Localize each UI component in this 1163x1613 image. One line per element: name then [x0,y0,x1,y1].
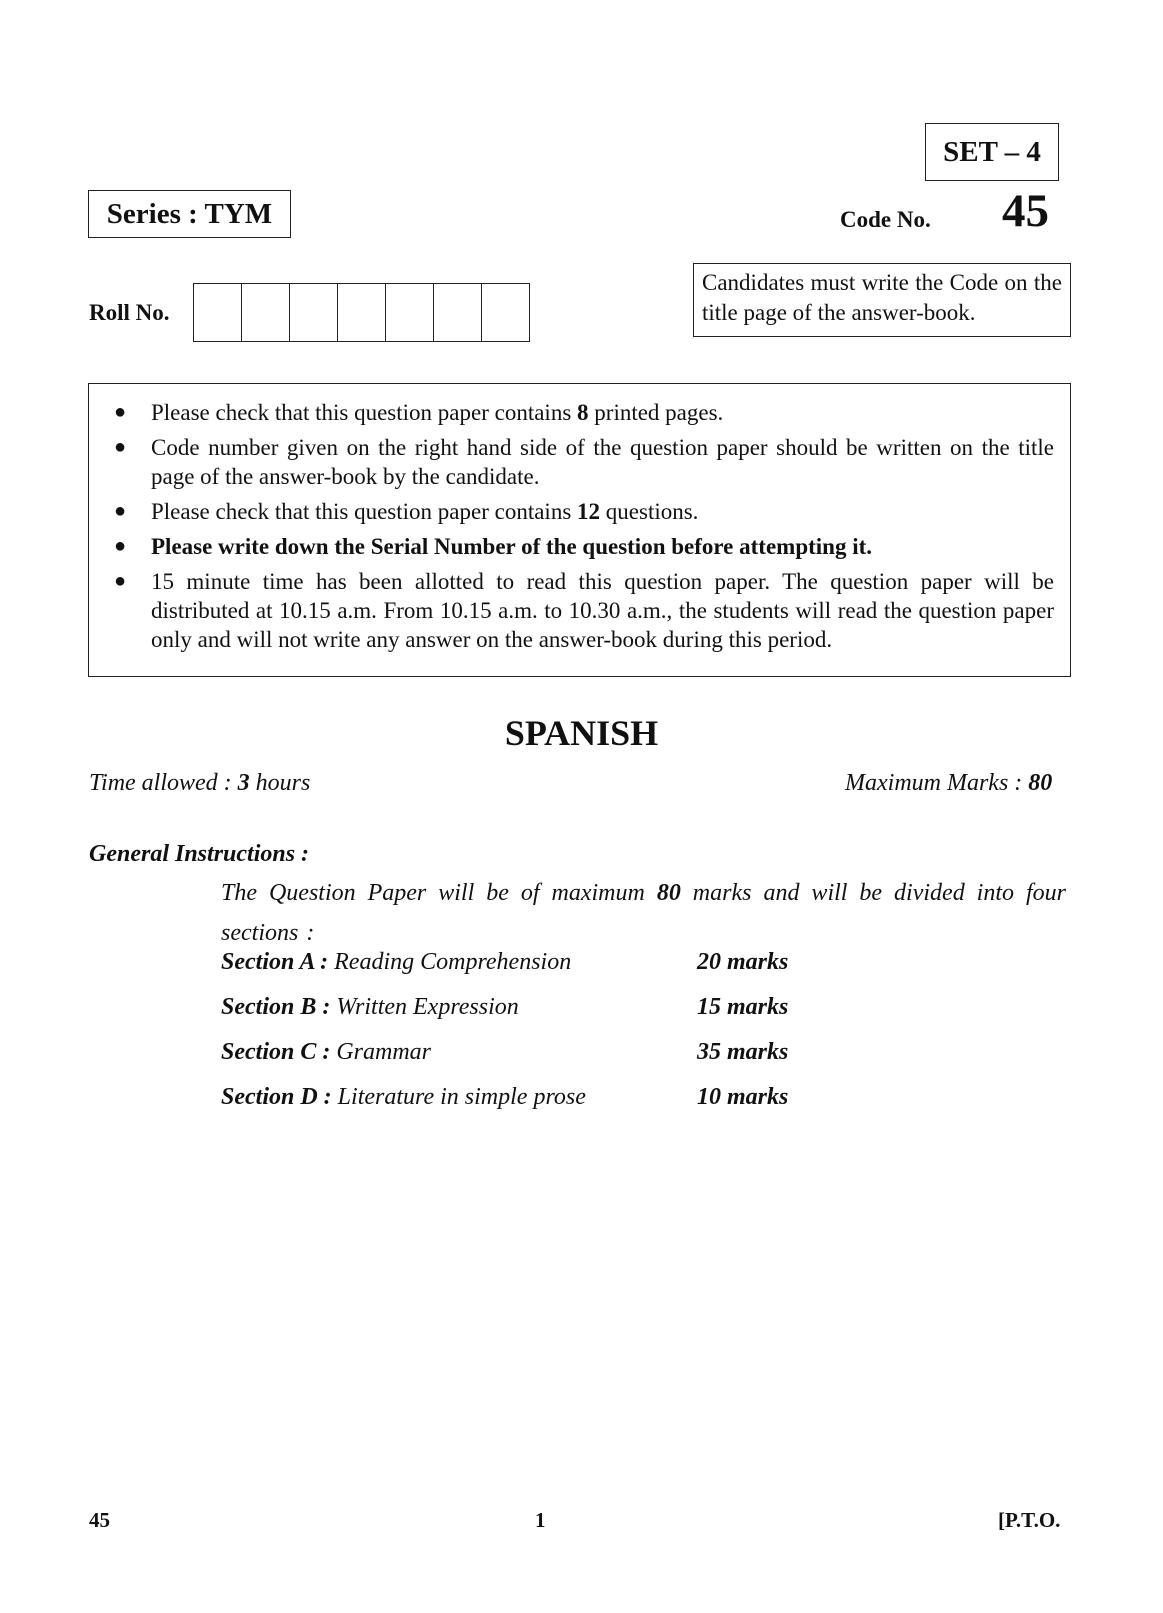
section-row: Section C : Grammar [221,1039,432,1065]
candidates-note-box [693,263,1071,337]
roll-number-cell[interactable] [338,284,386,341]
bullet-icon: ● [113,535,127,557]
roll-number-cell[interactable] [290,284,338,341]
roll-number-cell[interactable] [242,284,290,341]
roll-number-boxes[interactable] [193,283,530,342]
section-marks: 35 marks [697,1039,789,1065]
code-number: 45 [1002,185,1049,237]
section-marks: 20 marks [697,949,789,975]
checklist-item: ● Please write down the Serial Number of the question before attempting it. [89,532,1054,561]
checklist-item: ● 15 minute time has been allotted to read this question paper. The question paper will be distributed at 10.15 a.m. From 10.15 a.m. to 10.30 a.m., the students will read the question paper only and will not write any answer on the answer-book during this period. [89,567,1054,654]
checklist-box [88,383,1071,677]
roll-number-cell[interactable] [386,284,434,341]
set-number-box [925,123,1059,181]
set-label: SET – 4 [943,135,1041,168]
page-number: 1 [535,1508,546,1532]
roll-number-label: Roll No. [89,300,170,325]
subject-title: SPANISH [504,713,659,753]
checklist-item: ● Please check that this question paper contains 12 questions. [89,497,1054,526]
bullet-icon: ● [113,436,127,458]
section-row: Section B : Written Expression [221,994,519,1020]
checklist-item: ● Please check that this question paper contains 8 printed pages. [89,398,1054,427]
series-label: Series : TYM [106,197,273,230]
checklist-item: ● Code number given on the right hand side of the question paper should be written on the title page of the answer-book by the candidate. [89,433,1054,491]
bullet-icon: ● [113,401,127,423]
code-label: Code No. [840,207,931,232]
bullet-icon: ● [113,500,127,522]
series-box [88,190,291,238]
candidates-note: Candidates must write the Code on the title page of the answer-book. [702,270,1062,325]
roll-number-cell[interactable] [194,284,242,341]
section-marks: 15 marks [697,994,789,1020]
roll-number-cell[interactable] [482,284,530,341]
general-instructions-heading: General Instructions : [89,841,310,867]
section-row: Section A : Reading Comprehension [221,949,572,975]
section-row: Section D : Literature in simple prose [221,1084,586,1110]
footer-code: 45 [89,1508,110,1532]
general-instructions-text: The Question Paper will be of maximum 80 marks and will be divided into four sections : [221,880,1067,946]
section-marks: 10 marks [697,1084,789,1110]
roll-number-cell[interactable] [434,284,482,341]
pto-label: [P.T.O. [998,1508,1061,1532]
bullet-icon: ● [113,570,127,592]
time-allowed: Time allowed : 3 hours [89,770,311,796]
maximum-marks: Maximum Marks : 80 [845,770,1053,796]
